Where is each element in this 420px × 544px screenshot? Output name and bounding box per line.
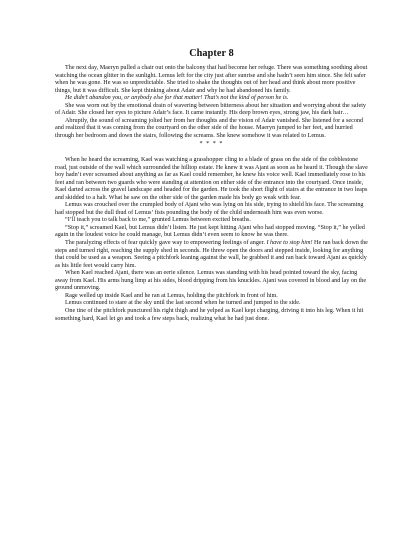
paragraph-italic bbox=[55, 95, 368, 103]
scene-break: * * * * bbox=[199, 141, 224, 148]
chapter-title: Chapter 8 bbox=[189, 48, 234, 59]
paragraph: She was worn out by the emotional drain of wavering between bitterness about her situation and worrying about the safety of Adair. She closed her eyes to picture Adair’s face. It came instantly. His deep brown eyes, strong jaw, his dark hair… bbox=[55, 102, 366, 117]
text-segment: The paralyzing effects of fear quickly gave way to empowering feelings of anger. bbox=[65, 240, 267, 247]
chapter-body bbox=[55, 65, 368, 323]
italic-thought: He didn’t abandon you, or anybody else for that matter! That’s not the kind of person he is. bbox=[65, 95, 289, 102]
italic-thought: I have to stop him! bbox=[266, 240, 313, 247]
paragraph: Lemus was crouched over the crumpled body of Ajani who was lying on his side, trying to shield his face. The screaming had stopped but the dull thud of Lemus’ fists pounding the body of the child underneath him was even worse. bbox=[55, 202, 364, 216]
paragraph: Lemus continued to stare at the sky until the last second when he turned and jumped to the side. bbox=[65, 300, 301, 307]
paragraph: Abruptly, the sound of screaming jolted her from her thoughts and the vision of Adair vanished. She listened for a second and realized that it was coming from the courtyard on the other side of the house. Maeryn jumped to her feet, and hurried through her bedroom and down the stairs, following the screams. She knew somehow it was related to Lemus. bbox=[55, 117, 364, 139]
text-segment: He ran back down the steps and turned right, reaching the supply shed in seconds. He threw open the doors and stepped inside, looking for anything that could be used as a weapon. Seeing a pitchfork leaning against the wall, he grabbed it and ran back toward Ajani as quickly as his little feet would carry him. bbox=[55, 240, 368, 269]
paragraph: “Stop it,” screamed Kael, but Lemus didn’t listen. He just kept hitting Ajani who had stopped moving. “Stop it,” he yelled again in the loudest voice he could manage, but Lemus didn’t even seem to know he was there. bbox=[55, 224, 365, 239]
paragraph: Rage welled up inside Kael and he ran at Lemus, holding the pitchfork in front of him. bbox=[65, 292, 278, 299]
paragraph-mixed bbox=[55, 240, 368, 270]
paragraph: “I’ll teach you to talk back to me,” grunted Lemus between excited breaths. bbox=[65, 217, 251, 224]
paragraph: The next day, Maeryn pulled a chair out onto the balcony that had become her refuge. There was something soothing about watching the ocean glitter in the sunlight. Lemus left for the city just after sunrise and she hadn’t seen him since. She felt safer when he was gone. He was so unpredictable. She tried to shake the thoughts out of her head and think about more positive things, but it was difficult. She kept thinking about Adair and why he had abandoned his family. bbox=[55, 65, 368, 94]
paragraph: One tine of the pitchfork punctured his right thigh and he yelped as Kael kept charging, driving it into his leg. When it hit something hard, Kael let go and took a few steps back, realizing what he had just done. bbox=[55, 307, 364, 322]
paragraph: When he heard the screaming, Kael was watching a grasshopper cling to a blade of grass on the side of the cobblestone road, just outside of the wall which surrounded the hilltop estate. He knew it was Ajani as soon as he heard it. Though the slave boy hadn’t ever screamed about anything as far as Kael could remember, he knew his voice well. Kael immediately rose to his feet and ran between two guards who were standing at attention on either side of the entrance into the courtyard. Once inside, Kael darted across the gravel landscape and headed for the garden. He took the short flight of stairs at the entrance in two leaps and skidded to a halt. What he saw on the other side of the garden made his body go weak with fear. bbox=[55, 157, 368, 201]
paragraph: When Kael reached Ajani, there was an eerie silence. Lemus was standing with his head pointed toward the sky, facing away from Kael. His arms hung limp at his sides, blood dripping from his knuckles. Ajani was covered in blood and lay on the ground unmoving. bbox=[55, 270, 367, 292]
